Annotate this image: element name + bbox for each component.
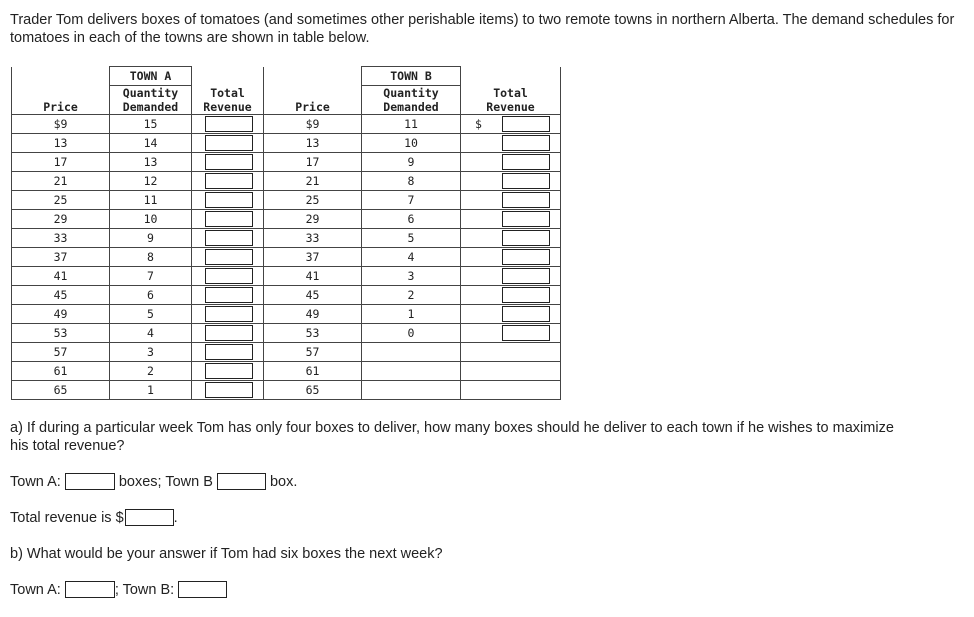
revenue-a-cell (192, 362, 264, 381)
table-row (12, 153, 561, 172)
quantity-a: 2 (110, 362, 192, 381)
demand-table-body (12, 115, 561, 400)
revenue-b-cell (461, 362, 561, 381)
quantity-a: 11 (110, 191, 192, 210)
price-b: 25 (264, 191, 362, 210)
revenue-b-cell (461, 191, 561, 210)
price-b: 45 (264, 286, 362, 305)
town-a-label-b: Town A: (10, 582, 61, 598)
quantity-a: 1 (110, 381, 192, 400)
price-a: 53 (12, 324, 110, 343)
quantity-b (362, 381, 461, 400)
town-b-boxes-input-a[interactable] (217, 473, 266, 490)
quantity-b: 11 (362, 115, 461, 134)
revenue-b-input[interactable] (502, 230, 550, 246)
revenue-b-input[interactable] (502, 116, 550, 132)
revenue-b-input[interactable] (502, 211, 550, 227)
revenue-a-cell (192, 191, 264, 210)
table-row (12, 229, 561, 248)
revenue-b-input[interactable] (502, 306, 550, 322)
revenue-a-cell (192, 153, 264, 172)
price-b: 17 (264, 153, 362, 172)
price-b: 21 (264, 172, 362, 191)
price-a: 65 (12, 381, 110, 400)
revenue-b-cell (461, 210, 561, 229)
town-b-label-b: ; Town B: (114, 582, 175, 598)
quantity-b: 8 (362, 172, 461, 191)
table-row (12, 134, 561, 153)
quantity-a: 13 (110, 153, 192, 172)
price-header-a: Price (12, 86, 110, 115)
quantity-a: 15 (110, 115, 192, 134)
price-a: 33 (12, 229, 110, 248)
revenue-a-input[interactable] (205, 211, 253, 227)
table-row (12, 362, 561, 381)
revenue-a-input[interactable] (205, 306, 253, 322)
answer-a-row (10, 473, 297, 491)
revenue-b-cell (461, 305, 561, 324)
revenue-a-input[interactable] (205, 154, 253, 170)
revenue-a-input[interactable] (205, 363, 253, 379)
quantity-a: 5 (110, 305, 192, 324)
price-header-b: Price (264, 86, 362, 115)
price-b: 65 (264, 381, 362, 400)
revenue-a-cell (192, 210, 264, 229)
town-a-label: Town A: (10, 474, 61, 490)
revenue-a-cell (192, 267, 264, 286)
price-a: $9 (12, 115, 110, 134)
revenue-b-cell (461, 229, 561, 248)
quantity-a: 10 (110, 210, 192, 229)
revenue-b-cell (461, 324, 561, 343)
price-a: 17 (12, 153, 110, 172)
price-b: 57 (264, 343, 362, 362)
revenue-b-input[interactable] (502, 249, 550, 265)
price-b: 53 (264, 324, 362, 343)
quantity-b (362, 362, 461, 381)
quantity-a: 7 (110, 267, 192, 286)
table-row (12, 381, 561, 400)
quantity-a: 4 (110, 324, 192, 343)
revenue-b-cell (461, 134, 561, 153)
box-label: box. (269, 474, 298, 490)
revenue-b-input[interactable] (502, 268, 550, 284)
question-b: b) What would be your answer if Tom had six boxes the next week? (10, 546, 443, 562)
revenue-a-input[interactable] (205, 249, 253, 265)
revenue-a-input[interactable] (205, 135, 253, 151)
revenue-b-input[interactable] (502, 325, 550, 341)
answer-b-row (10, 581, 227, 599)
price-a: 29 (12, 210, 110, 229)
table-row (12, 286, 561, 305)
dollar-sign: $ (475, 117, 482, 131)
price-b: 13 (264, 134, 362, 153)
revenue-b-cell (461, 381, 561, 400)
quantity-b: 5 (362, 229, 461, 248)
revenue-b-cell (461, 153, 561, 172)
town-b-label: boxes; Town B (118, 474, 213, 490)
revenue-a-input[interactable] (205, 230, 253, 246)
revenue-a-cell (192, 381, 264, 400)
revenue-b-cell (461, 115, 561, 134)
revenue-header-b: Total Revenue (461, 86, 561, 115)
price-b: 33 (264, 229, 362, 248)
table-row (12, 210, 561, 229)
price-b: $9 (264, 115, 362, 134)
revenue-b-input[interactable] (502, 287, 550, 303)
quantity-b: 7 (362, 191, 461, 210)
revenue-a-cell (192, 286, 264, 305)
town-b-boxes-input-b[interactable] (178, 581, 227, 598)
price-a: 45 (12, 286, 110, 305)
town-header-row (12, 67, 561, 86)
quantity-b (362, 343, 461, 362)
revenue-a-cell (192, 134, 264, 153)
town-a-header: TOWN A (110, 67, 192, 86)
price-a: 21 (12, 172, 110, 191)
quantity-a: 8 (110, 248, 192, 267)
table-row (12, 305, 561, 324)
price-a: 37 (12, 248, 110, 267)
town-a-boxes-input-a[interactable] (65, 473, 115, 490)
problem-intro: Trader Tom delivers boxes of tomatoes (and sometimes other perishable items) to two remote towns in northern Alberta. The demand schedules for tomatoes in each of the towns are shown in table below. (10, 12, 955, 46)
revenue-a-cell (192, 248, 264, 267)
price-b: 41 (264, 267, 362, 286)
total-revenue-input[interactable] (125, 509, 174, 526)
revenue-a-input[interactable] (205, 382, 253, 398)
quantity-b: 9 (362, 153, 461, 172)
price-a: 25 (12, 191, 110, 210)
revenue-b-input[interactable] (502, 173, 550, 189)
table-row (12, 324, 561, 343)
quantity-b: 6 (362, 210, 461, 229)
quantity-b: 10 (362, 134, 461, 153)
town-b-header: TOWN B (362, 67, 461, 86)
price-b: 49 (264, 305, 362, 324)
revenue-a-cell (192, 324, 264, 343)
table-row (12, 115, 561, 134)
revenue-b-cell (461, 343, 561, 362)
table-row (12, 248, 561, 267)
quantity-a: 3 (110, 343, 192, 362)
table-row (12, 191, 561, 210)
column-header-row (12, 86, 561, 115)
quantity-a: 12 (110, 172, 192, 191)
quantity-a: 14 (110, 134, 192, 153)
qty-header-b: Quantity Demanded (362, 86, 461, 115)
table-row (12, 172, 561, 191)
revenue-a-input[interactable] (205, 325, 253, 341)
revenue-b-input[interactable] (502, 154, 550, 170)
price-a: 41 (12, 267, 110, 286)
table-row (12, 343, 561, 362)
quantity-b: 3 (362, 267, 461, 286)
price-a: 13 (12, 134, 110, 153)
revenue-a-input[interactable] (205, 173, 253, 189)
total-revenue-label: Total revenue is $ (10, 510, 124, 526)
total-revenue-row: Total revenue is $ . (10, 510, 178, 526)
revenue-b-cell (461, 248, 561, 267)
price-a: 57 (12, 343, 110, 362)
revenue-a-input[interactable] (205, 344, 253, 360)
price-b: 61 (264, 362, 362, 381)
price-a: 61 (12, 362, 110, 381)
revenue-a-input[interactable] (205, 268, 253, 284)
revenue-a-cell (192, 115, 264, 134)
revenue-header-a: Total Revenue (192, 86, 264, 115)
revenue-b-cell (461, 267, 561, 286)
revenue-b-cell (461, 286, 561, 305)
town-a-boxes-input-b[interactable] (65, 581, 115, 598)
price-b: 29 (264, 210, 362, 229)
quantity-b: 0 (362, 324, 461, 343)
revenue-a-input[interactable] (205, 287, 253, 303)
quantity-b: 1 (362, 305, 461, 324)
revenue-a-cell (192, 172, 264, 191)
qty-header-a: Quantity Demanded (110, 86, 192, 115)
revenue-b-cell (461, 172, 561, 191)
revenue-b-input[interactable] (502, 135, 550, 151)
revenue-a-cell (192, 305, 264, 324)
price-a: 49 (12, 305, 110, 324)
quantity-b: 4 (362, 248, 461, 267)
quantity-a: 6 (110, 286, 192, 305)
question-a: a) If during a particular week Tom has only four boxes to deliver, how many boxes should he deliver to each town if he wishes to maximize his total revenue? (10, 420, 894, 454)
revenue-a-input[interactable] (205, 116, 253, 132)
table-row (12, 267, 561, 286)
revenue-b-input[interactable] (502, 192, 550, 208)
revenue-a-cell (192, 343, 264, 362)
revenue-a-input[interactable] (205, 192, 253, 208)
revenue-a-cell (192, 229, 264, 248)
demand-schedule-table (11, 66, 561, 400)
quantity-a: 9 (110, 229, 192, 248)
price-b: 37 (264, 248, 362, 267)
quantity-b: 2 (362, 286, 461, 305)
